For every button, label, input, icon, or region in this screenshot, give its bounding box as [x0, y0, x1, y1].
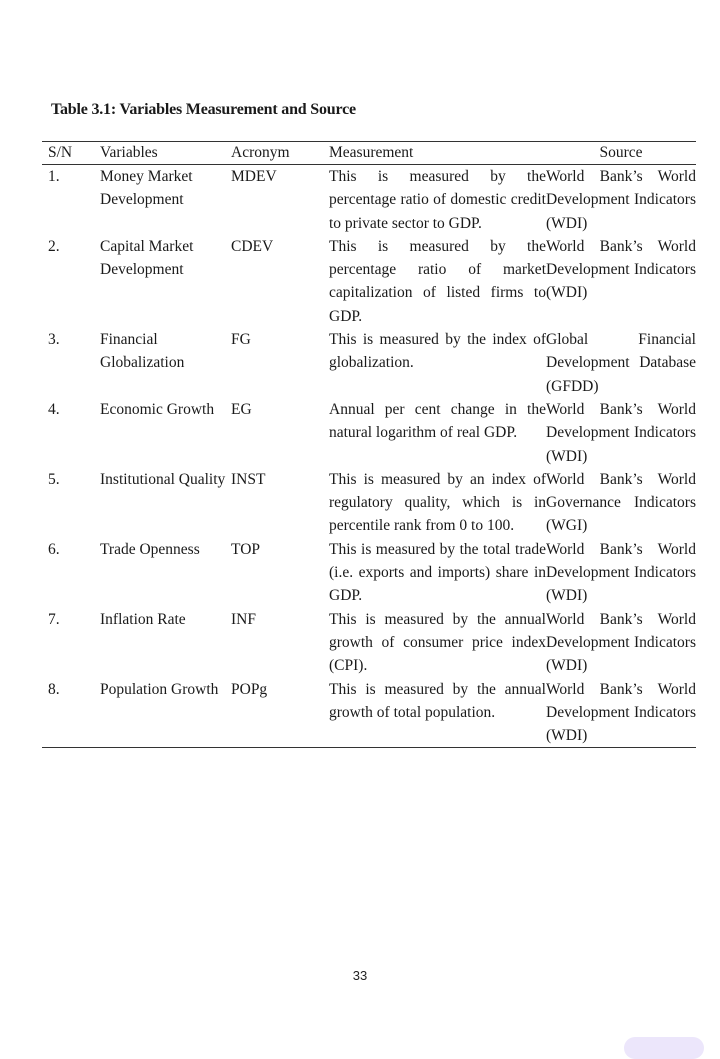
header-source: Source	[599, 144, 643, 161]
cell-source: World Bank’s World Development Indicators (WDI)	[546, 237, 696, 302]
cell-measurement: This is measured by an index of regulatory quality, which is in percentile rank from 0 to 100.	[329, 470, 546, 535]
cell-sn: 4.	[48, 400, 60, 418]
cell-variable: Money Market Development	[100, 168, 193, 209]
header-measurement: Measurement	[329, 144, 414, 161]
cell-source: World Bank’s World Development Indicators (WDI)	[546, 610, 696, 675]
cell-variable: Trade Openness	[100, 540, 200, 558]
cell-source: World Bank’s World Development Indicators (WDI)	[546, 540, 696, 605]
table-row	[42, 235, 696, 328]
table-row	[42, 328, 696, 398]
cell-variable: Institutional Quality	[100, 470, 226, 488]
table-row	[42, 468, 696, 538]
cell-acronym: POPg	[231, 680, 268, 698]
cell-measurement: Annual per cent change in the natural logarithm of real GDP.	[329, 400, 546, 442]
cell-measurement: This is measured by the index of globalization.	[329, 331, 546, 372]
table-row	[42, 538, 696, 608]
cell-sn: 2.	[48, 237, 60, 255]
cell-measurement: This is measured by the total trade (i.e. exports and imports) share in GDP.	[329, 540, 546, 605]
cell-source: World Bank’s World Development Indicators (WDI)	[546, 680, 696, 745]
cell-measurement: This is measured by the percentage ratio of domestic credit to private sector to GDP.	[329, 168, 546, 232]
cell-measurement: This is measured by the percentage ratio of market capitalization of listed firms to GDP.	[329, 237, 546, 325]
variables-table-container	[42, 141, 696, 748]
cell-acronym: FG	[231, 331, 251, 349]
cell-sn: 1.	[48, 168, 60, 185]
header-variables: Variables	[100, 144, 158, 161]
variables-table	[42, 141, 696, 748]
table-row	[42, 398, 696, 468]
table-title: Table 3.1: Variables Measurement and Source	[51, 101, 356, 118]
cell-source: World Bank’s World Development Indicators (WDI)	[546, 168, 696, 232]
cell-acronym: EG	[231, 400, 252, 418]
cell-acronym: CDEV	[231, 237, 274, 255]
cell-acronym: INST	[231, 470, 266, 488]
table-row	[42, 608, 696, 678]
cell-sn: 7.	[48, 610, 60, 628]
table-row	[42, 678, 696, 748]
header-sn: S/N	[48, 144, 73, 161]
cell-acronym: INF	[231, 610, 256, 628]
cell-variable: Economic Growth	[100, 400, 215, 418]
cell-source: Global Financial Development Database (GFDD)	[546, 331, 696, 395]
cell-variable: Population Growth	[100, 680, 219, 698]
header-acronym: Acronym	[231, 144, 290, 161]
cell-measurement: This is measured by the annual growth of total population.	[329, 680, 546, 721]
corner-decoration	[624, 1037, 704, 1059]
cell-sn: 6.	[48, 540, 60, 558]
table-body	[42, 165, 696, 748]
cell-sn: 8.	[48, 680, 60, 698]
cell-variable: Financial Globalization	[100, 331, 185, 372]
cell-acronym: TOP	[231, 540, 261, 558]
cell-variable: Inflation Rate	[100, 610, 186, 628]
page-number: 33	[352, 968, 368, 983]
table-header	[42, 142, 696, 165]
cell-sn: 5.	[48, 470, 60, 488]
table-row	[42, 165, 696, 235]
cell-measurement: This is measured by the annual growth of consumer price index (CPI).	[329, 610, 546, 675]
cell-source: World Bank’s World Development Indicators (WDI)	[546, 400, 696, 465]
cell-sn: 3.	[48, 331, 60, 349]
cell-acronym: MDEV	[231, 168, 277, 185]
cell-source: World Bank’s World Governance Indicators (WGI)	[546, 470, 696, 535]
header-row	[42, 142, 696, 165]
cell-variable: Capital Market Development	[100, 237, 194, 279]
